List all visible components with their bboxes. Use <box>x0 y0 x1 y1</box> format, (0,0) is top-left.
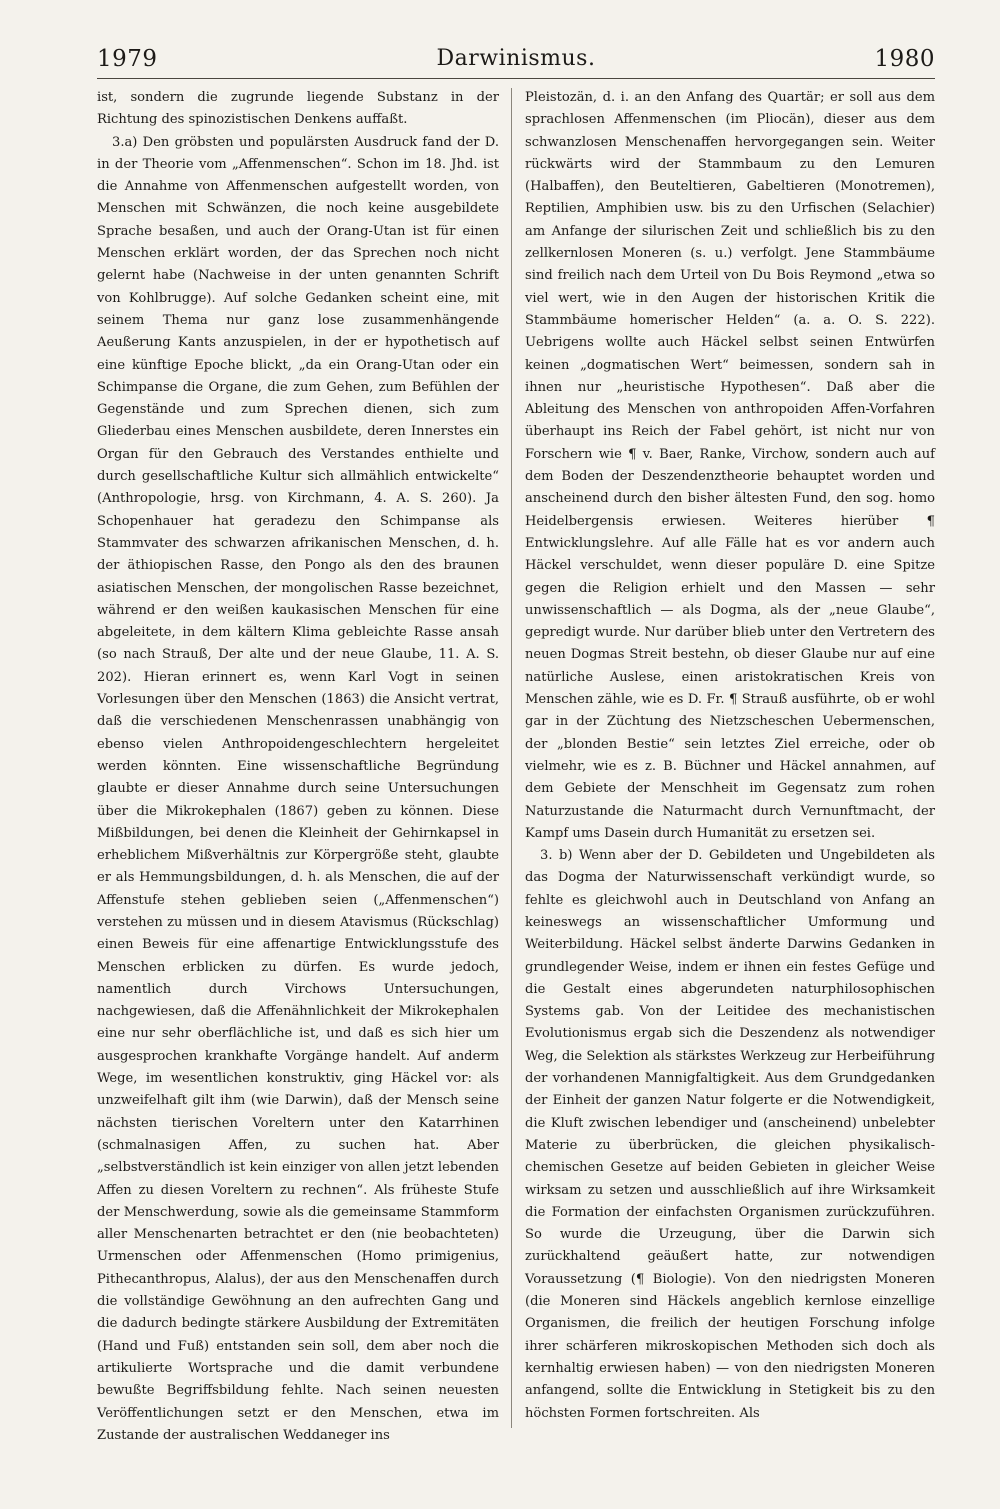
paragraph: 3.a) Den gröbsten und populärsten Ausdruck fand der D. in der Theorie vom „Affenmenschen“. Schon im 18. Jhd. ist die Annahme von Affenmenschen aufgestellt worden, von Menschen mit Schwänzen, die noch keine ausgebildete Sprache besaßen, und auch der Orang-Utan ist für einen Menschen erklärt worden, der das Sprechen noch nicht gelernt habe (Nachweise in der unten genannten Schrift von Kohlbrugge). Auf solche Gedanken scheint eine, mit seinem Thema nur ganz lose zusammenhängende Aeußerung Kants anzuspielen, in der er hypothetisch auf eine künftige Epoche blickt, „da ein Orang-Utan oder ein Schimpanse die Organe, die zum Gehen, zum Befühlen der Gegenstände und zum Sprechen dienen, sich zum Gliederbau eines Menschen ausbildete, deren Innerstes ein Organ für den Gebrauch des Verstandes enthielte und durch gesellschaftliche Kultur sich allmählich entwickelte“ (Anthropologie, hrsg. von Kirchmann, 4. A. S. 260). Ja Schopenhauer hat geradezu den Schimpanse als Stammvater des schwarzen afrikanischen Menschen, d. h. der äthiopischen Rasse, den Pongo als den des braunen asiatischen Menschen, der mongolischen Rasse bezeichnet, während er den weißen kaukasischen Menschen für eine abgeleitete, in dem kältern Klima gebleichte Rasse ansah (so nach Strauß, Der alte und der neue Glaube, 11. A. S. 202). Hieran erinnert es, wenn Karl Vogt in seinen Vorlesungen über den Menschen (1863) die Ansicht vertrat, daß die verschiedenen Menschenrassen unabhängig von ebenso vielen Anthropoidengeschlechtern hergeleitet werden könnten. Eine wissenschaftliche Begründung glaubte er dieser Annahme durch seine Untersuchungen über die Mikrokephalen (1867) geben zu können. Diese Mißbildungen, bei denen die Kleinheit der Gehirnkapsel in erheblichem Mißverhältnis zur Körpergröße steht, glaubte er als Hemmungsbildungen, d. h. als Menschen, die auf der Affenstufe stehen geblieben seien („Affenmenschen“) verstehen zu müssen und in diesem Atavismus (Rückschlag) einen Beweis für eine affenartige Entwicklungsstufe des Menschen erblicken zu dürfen. Es wurde jedoch, namentlich durch Virchows Untersuchungen, nachgewiesen, daß die Affenähnlichkeit der Mikrokephalen eine nur sehr oberflächliche ist, und daß es sich hier um ausgesprochen krankhafte Vorgänge handelt. Auf anderm Wege, im wesentlichen konstruktiv, ging Häckel vor: als unzweifelhaft gilt ihm (wie Darwin), daß der Mensch seine nächsten tierischen Voreltern unter den Katarrhinen (schmalnasigen Affen, zu suchen hat. Aber „selbstverständlich ist kein einziger von allen jetzt lebenden Affen zu diesen Voreltern zu rechnen“. Als früheste Stufe der Menschwerdung, sowie als die gemeinsame Stammform aller Menschenarten betrachtet er den (nie beobachteten) Urmenschen oder Affenmenschen (Homo primigenius, Pithecanthropus, Alalus), der aus den Menschenaffen durch die vollständige Gewöhnung an den aufrechten Gang und die dadurch bedingte stärkere Ausbildung der Extremitäten (Hand und Fuß) entstanden sein soll, dem aber noch die artikulierte Wortsprache und die damit verbundene bewußte Begriffsbildung fehlte. Nach seinen neuesten Veröffentlichungen setzt er den Menschen, etwa im Zustande der australischen Weddaneger ins <box>97 134 499 1443</box>
paragraph: 3. b) Wenn aber der D. Gebildeten und Ungebildeten als das Dogma der Naturwissenschaft verkündigt wurde, so fehlte es gleichwohl auch in Deutschland von Anfang an keineswegs an wissenschaftlicher Umformung und Weiterbildung. Häckel selbst änderte Darwins Gedanken in grundlegender Weise, indem er ihnen ein festes Gefüge und die Gestalt eines abgerundeten naturphilosophischen Systems gab. Von der Leitidee des mechanistischen Evolutionismus ergab sich die Deszendenz als notwendiger Weg, die Selektion als stärkstes Werkzeug zur Herbeiführung der vorhandenen Mannigfaltigkeit. Aus dem Grundgedanken der Einheit der ganzen Natur folgerte er die Notwendigkeit, die Kluft zwischen lebendiger und (anscheinend) unbelebter Materie zu überbrücken, die gleichen physikalisch-chemischen Gesetze auf beiden Gebieten in gleicher Weise wirksam zu setzen und ausschließlich auf ihre Wirksamkeit die Formation der einfachsten Organismen zurückzuführen. So wurde die Urzeugung, über die Darwin sich zurückhaltend geäußert hatte, zur notwendigen Voraussetzung (¶ Biologie). Von den niedrigsten Moneren (die Moneren sind Häckels angeblich kernlose einzellige Organismen, die freilich der heutigen Forschung infolge ihrer schärferen mikroskopischen Methoden sich doch als kernhaltig erwiesen haben) — von den niedrigsten Moneren anfangend, sollte die Entwicklung in Stetigkeit bis zu den höchsten Formen fortschreiten. Als <box>525 848 935 1421</box>
paragraph: ist, sondern die zugrunde liegende Substanz in der Richtung des spinozistischen Denkens auffaßt. <box>97 90 499 128</box>
text-column-left <box>97 87 499 1447</box>
page-number-left: 1979 <box>97 46 158 72</box>
header-rule <box>97 78 935 79</box>
page-header <box>97 42 935 80</box>
text-column-right <box>525 87 935 1425</box>
page-number-right: 1980 <box>874 46 935 72</box>
running-title: Darwinismus. <box>436 46 596 71</box>
paragraph: Pleistozän, d. i. an den Anfang des Quartär; er soll aus dem sprachlosen Affenmenschen (im Pliocän), dieser aus dem schwanzlosen Menschenaffen hervorgegangen sein. Weiter rückwärts wird der Stammbaum zu den Lemuren (Halbaffen), den Beuteltieren, Gabeltieren (Monotremen), Reptilien, Amphibien usw. bis zu den Urfischen (Selachier) am Anfange der silurischen Zeit und schließlich bis zu den zellkernlosen Moneren (s. u.) verfolgt. Jene Stammbäume sind freilich nach dem Urteil von Du Bois Reymond „etwa so viel wert, wie in den Augen der historischen Kritik die Stammbäume homerischer Helden“ (a. a. O. S. 222). Uebrigens wollte auch Häckel selbst seinen Entwürfen keinen „dogmatischen Wert“ beimessen, sondern sah in ihnen nur „heuristische Hypothesen“. Daß aber die Ableitung des Menschen von anthropoiden Affen-Vorfahren überhaupt ins Reich der Fabel gehört, ist nicht nur von Forschern wie ¶ v. Baer, Ranke, Virchow, sondern auch auf dem Boden der Deszendenztheorie behauptet worden und anscheinend durch den bisher ältesten Fund, den sog. homo Heidelbergensis erwiesen. Weiteres hierüber ¶ Entwicklungslehre. Auf alle Fälle hat es vor andern auch Häckel verschuldet, wenn dieser populäre D. eine Spitze gegen die Religion erhielt und den Massen — sehr unwissenschaftlich — als Dogma, als der „neue Glaube“, gepredigt wurde. Nur darüber blieb unter den Vertretern des neuen Dogmas Streit bestehn, ob dieser Glaube nur auf eine natürliche Auslese, einen aristokratischen Kreis von Menschen zähle, wie es D. Fr. ¶ Strauß ausführte, ob er wohl gar in der Züchtung des Nietzscheschen Uebermenschen, der „blonden Bestie“ sein letztes Ziel erreiche, oder ob vielmehr, wie es z. B. Büchner und Häckel annahmen, auf dem Gebiete der Menschheit im Gegensatz zum rohen Naturzustande die Naturmacht durch Vernunftmacht, der Kampf ums Dasein durch Humanität zu ersetzen sei. <box>525 90 935 841</box>
column-divider <box>511 88 512 1428</box>
